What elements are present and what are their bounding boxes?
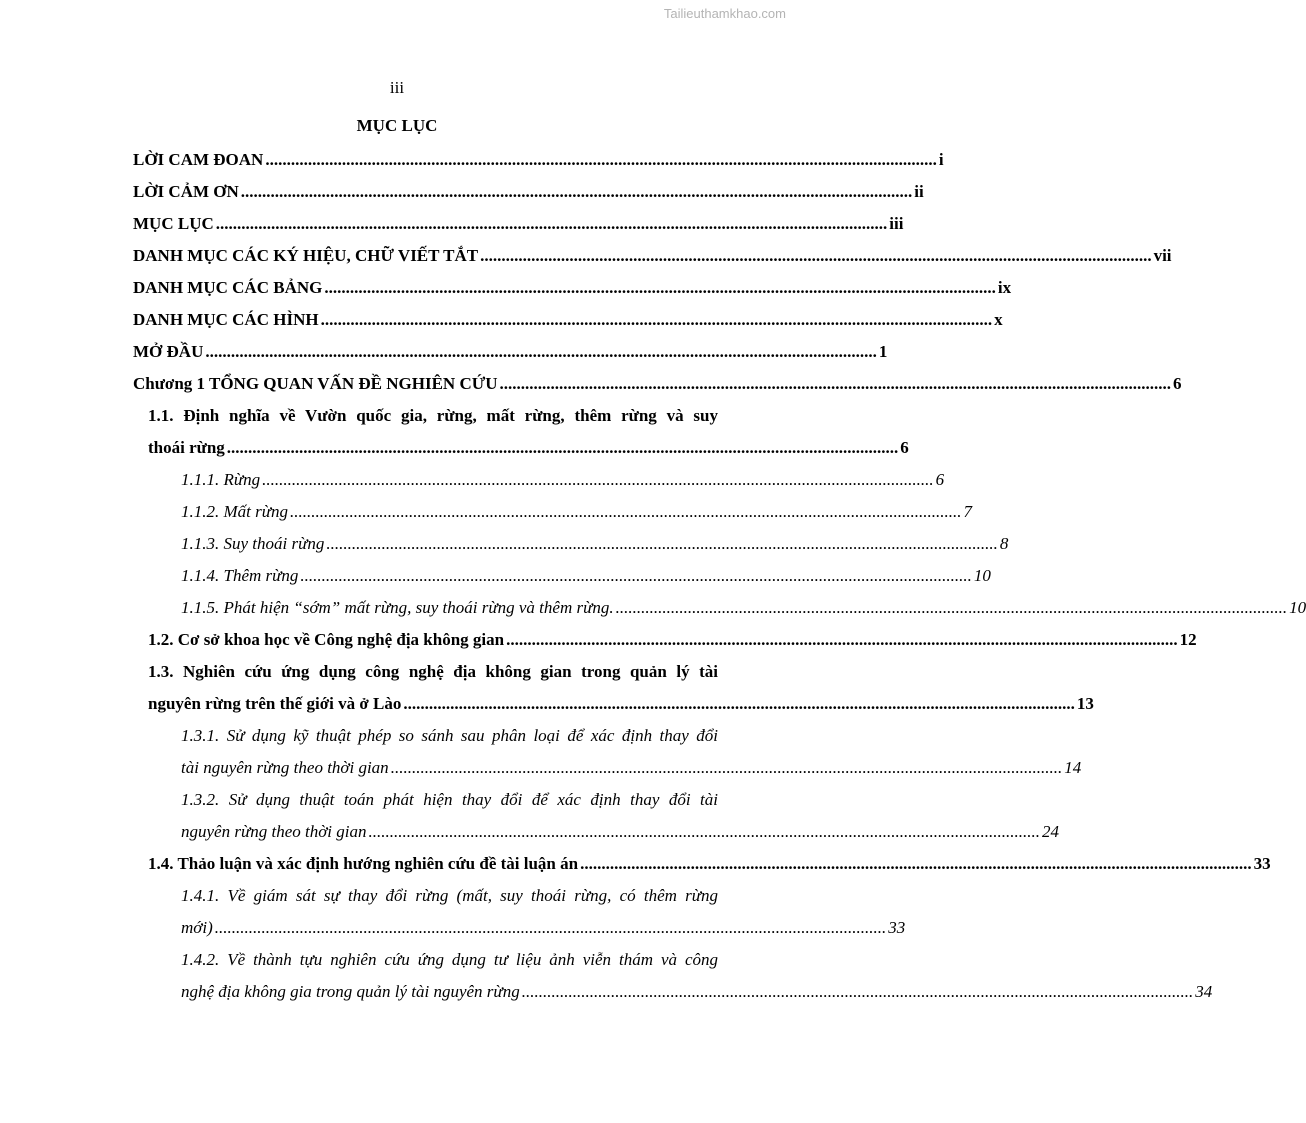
- toc-entry-line1[interactable]: 1.4.2. Về thành tựu nghiên cứu ứng dụng tư liệu ảnh viễn thám và công: [181, 950, 718, 969]
- toc-entry[interactable]: DANH MỤC CÁC KÝ HIỆU, CHỮ VIẾT TẮT .............................................................................................................................................................. vii: [133, 246, 1172, 265]
- toc-entry-line1[interactable]: 1.4.1. Về giám sát sự thay đổi rừng (mất, suy thoái rừng, có thêm rừng: [181, 886, 718, 905]
- toc-entry[interactable]: Chương 1 TỔNG QUAN VẤN ĐỀ NGHIÊN CỨU .............................................................................................................................................................. 6: [133, 374, 1182, 393]
- page-number: iii: [389, 78, 405, 97]
- toc-entry-line1[interactable]: 1.3.1. Sử dụng kỹ thuật phép so sánh sau phân loại để xác định thay đổi: [181, 726, 718, 745]
- toc-entry[interactable]: mới) .............................................................................................................................................................. 33: [181, 918, 906, 937]
- toc-entry[interactable]: nghệ địa không gia trong quản lý tài nguyên rừng .............................................................................................................................................................. 34: [181, 982, 1213, 1001]
- toc-entry[interactable]: DANH MỤC CÁC BẢNG .............................................................................................................................................................. ix: [133, 278, 1012, 297]
- toc-entry-line1[interactable]: 1.3.2. Sử dụng thuật toán phát hiện thay đổi để xác định thay đổi tài: [181, 790, 718, 809]
- toc-entry[interactable]: 1.1.2. Mất rừng .............................................................................................................................................................. 7: [181, 502, 973, 521]
- toc-entry-line1[interactable]: 1.3. Nghiên cứu ứng dụng công nghệ địa không gian trong quản lý tài: [148, 662, 718, 681]
- toc-entry[interactable]: 1.1.4. Thêm rừng .............................................................................................................................................................. 10: [181, 566, 991, 585]
- toc-entry[interactable]: MỞ ĐẦU .............................................................................................................................................................. 1: [133, 342, 888, 361]
- toc-entry[interactable]: LỜI CẢM ƠN .............................................................................................................................................................. ii: [133, 182, 924, 201]
- page-title: MỤC LỤC: [356, 116, 438, 135]
- toc-entry[interactable]: DANH MỤC CÁC HÌNH .............................................................................................................................................................. x: [133, 310, 1003, 329]
- toc-entry[interactable]: 1.2. Cơ sở khoa học về Công nghệ địa không gian .............................................................................................................................................................. 12: [148, 630, 1197, 649]
- toc-entry[interactable]: MỤC LỤC .............................................................................................................................................................. iii: [133, 214, 904, 233]
- toc-entry[interactable]: 1.1.1. Rừng .............................................................................................................................................................. 6: [181, 470, 945, 489]
- toc-entry[interactable]: 1.1.3. Suy thoái rừng .............................................................................................................................................................. 8: [181, 534, 1009, 553]
- toc-entry[interactable]: 1.4. Thảo luận và xác định hướng nghiên cứu đề tài luận án .............................................................................................................................................................. 33: [148, 854, 1271, 873]
- toc-entry[interactable]: nguyên rừng theo thời gian .............................................................................................................................................................. 24: [181, 822, 1059, 841]
- toc-entry-line1[interactable]: 1.1. Định nghĩa về Vườn quốc gia, rừng, mất rừng, thêm rừng và suy: [148, 406, 718, 425]
- toc-entry[interactable]: thoái rừng .............................................................................................................................................................. 6: [148, 438, 909, 457]
- toc-entry[interactable]: nguyên rừng trên thế giới và ở Lào .............................................................................................................................................................. 13: [148, 694, 1094, 713]
- toc-entry[interactable]: 1.1.5. Phát hiện “sớm” mất rừng, suy thoái rừng và thêm rừng. .............................................................................................................................................................. 10: [181, 598, 1306, 617]
- toc-entry[interactable]: tài nguyên rừng theo thời gian .............................................................................................................................................................. 14: [181, 758, 1082, 777]
- watermark: Tailieuthamkhao.com: [663, 6, 786, 21]
- toc-entry[interactable]: LỜI CAM ĐOAN .............................................................................................................................................................. i: [133, 150, 944, 169]
